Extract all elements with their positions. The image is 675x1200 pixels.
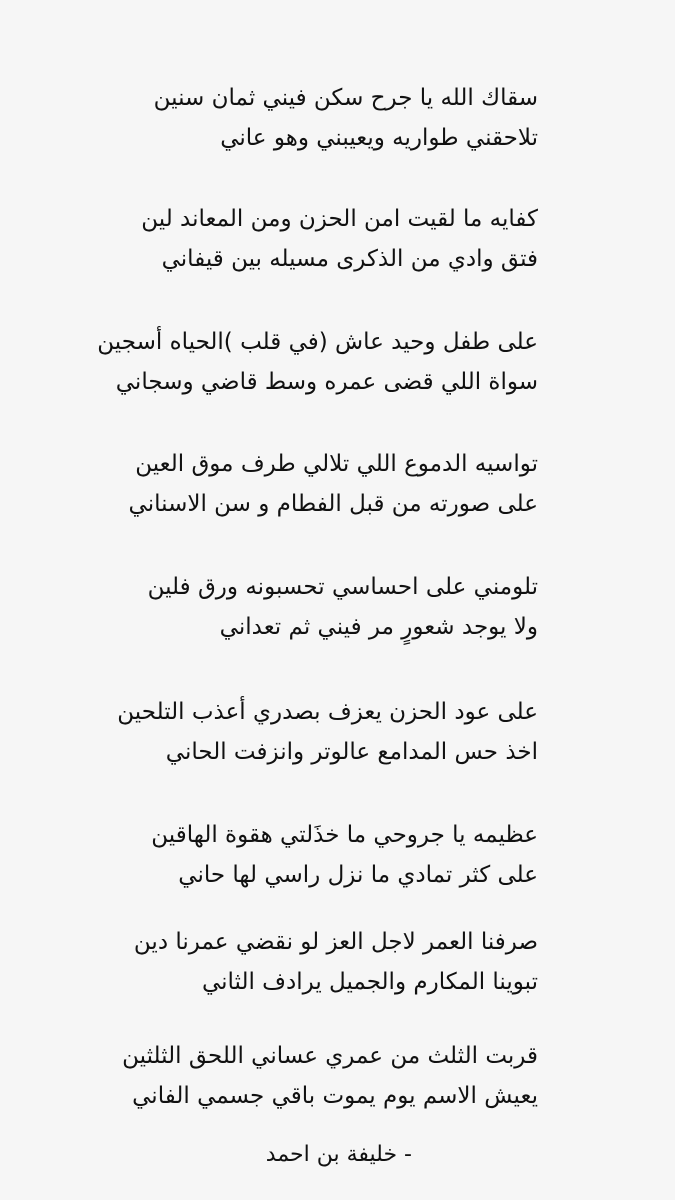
poem-line: على عود الحزن يعزف بصدري أعذب التلحين — [117, 699, 538, 725]
poem-line: سواة اللي قضى عمره وسط قاضي وسجاني — [115, 369, 538, 395]
poem-line: عظيمه يا جروحي ما خذَلتي هقوة الهاقين — [151, 822, 538, 848]
poem-line: سقاك الله يا جرح سكن فيني ثمان سنين — [153, 85, 538, 111]
poem-line: على صورته من قبل الفطام و سن الاسناني — [128, 491, 538, 517]
poem-line: يعيش الاسم يوم يموت باقي جسمي الفاني — [132, 1083, 538, 1109]
poem-line: تواسيه الدموع اللي تلالي طرف موق العين — [135, 451, 538, 477]
poem-line: على كثر تمادي ما نزل راسي لها حاني — [178, 862, 538, 888]
poem-line: تبوينا المكارم والجميل يرادف الثاني — [201, 969, 538, 995]
poem-line: على طفل وحيد عاش (في قلب )الحياه أسجين — [97, 329, 538, 355]
poem-line: تلومني على احساسي تحسبونه ورق فلين — [147, 574, 538, 600]
poet-signature: - خليفة بن احمد — [265, 1142, 412, 1167]
poem-line: صرفنا العمر لاجل العز لو نقضي عمرنا دين — [133, 929, 538, 955]
poem-line: قربت الثلث من عمري عساني اللحق الثلثين — [122, 1043, 538, 1069]
poem-line: فتق وادي من الذكرى مسيله بين قيفاني — [161, 246, 538, 272]
poem-line: اخذ حس المدامع عالوتر وانزفت الحاني — [165, 739, 538, 765]
poem-line: كفايه ما لقيت امن الحزن ومن المعاند لين — [141, 206, 538, 232]
poem-line: تلاحقني طواريه ويعيبني وهو عاني — [220, 125, 538, 151]
poem-line: ولا يوجد شعورٍ مر فيني ثم تعداني — [219, 614, 538, 640]
